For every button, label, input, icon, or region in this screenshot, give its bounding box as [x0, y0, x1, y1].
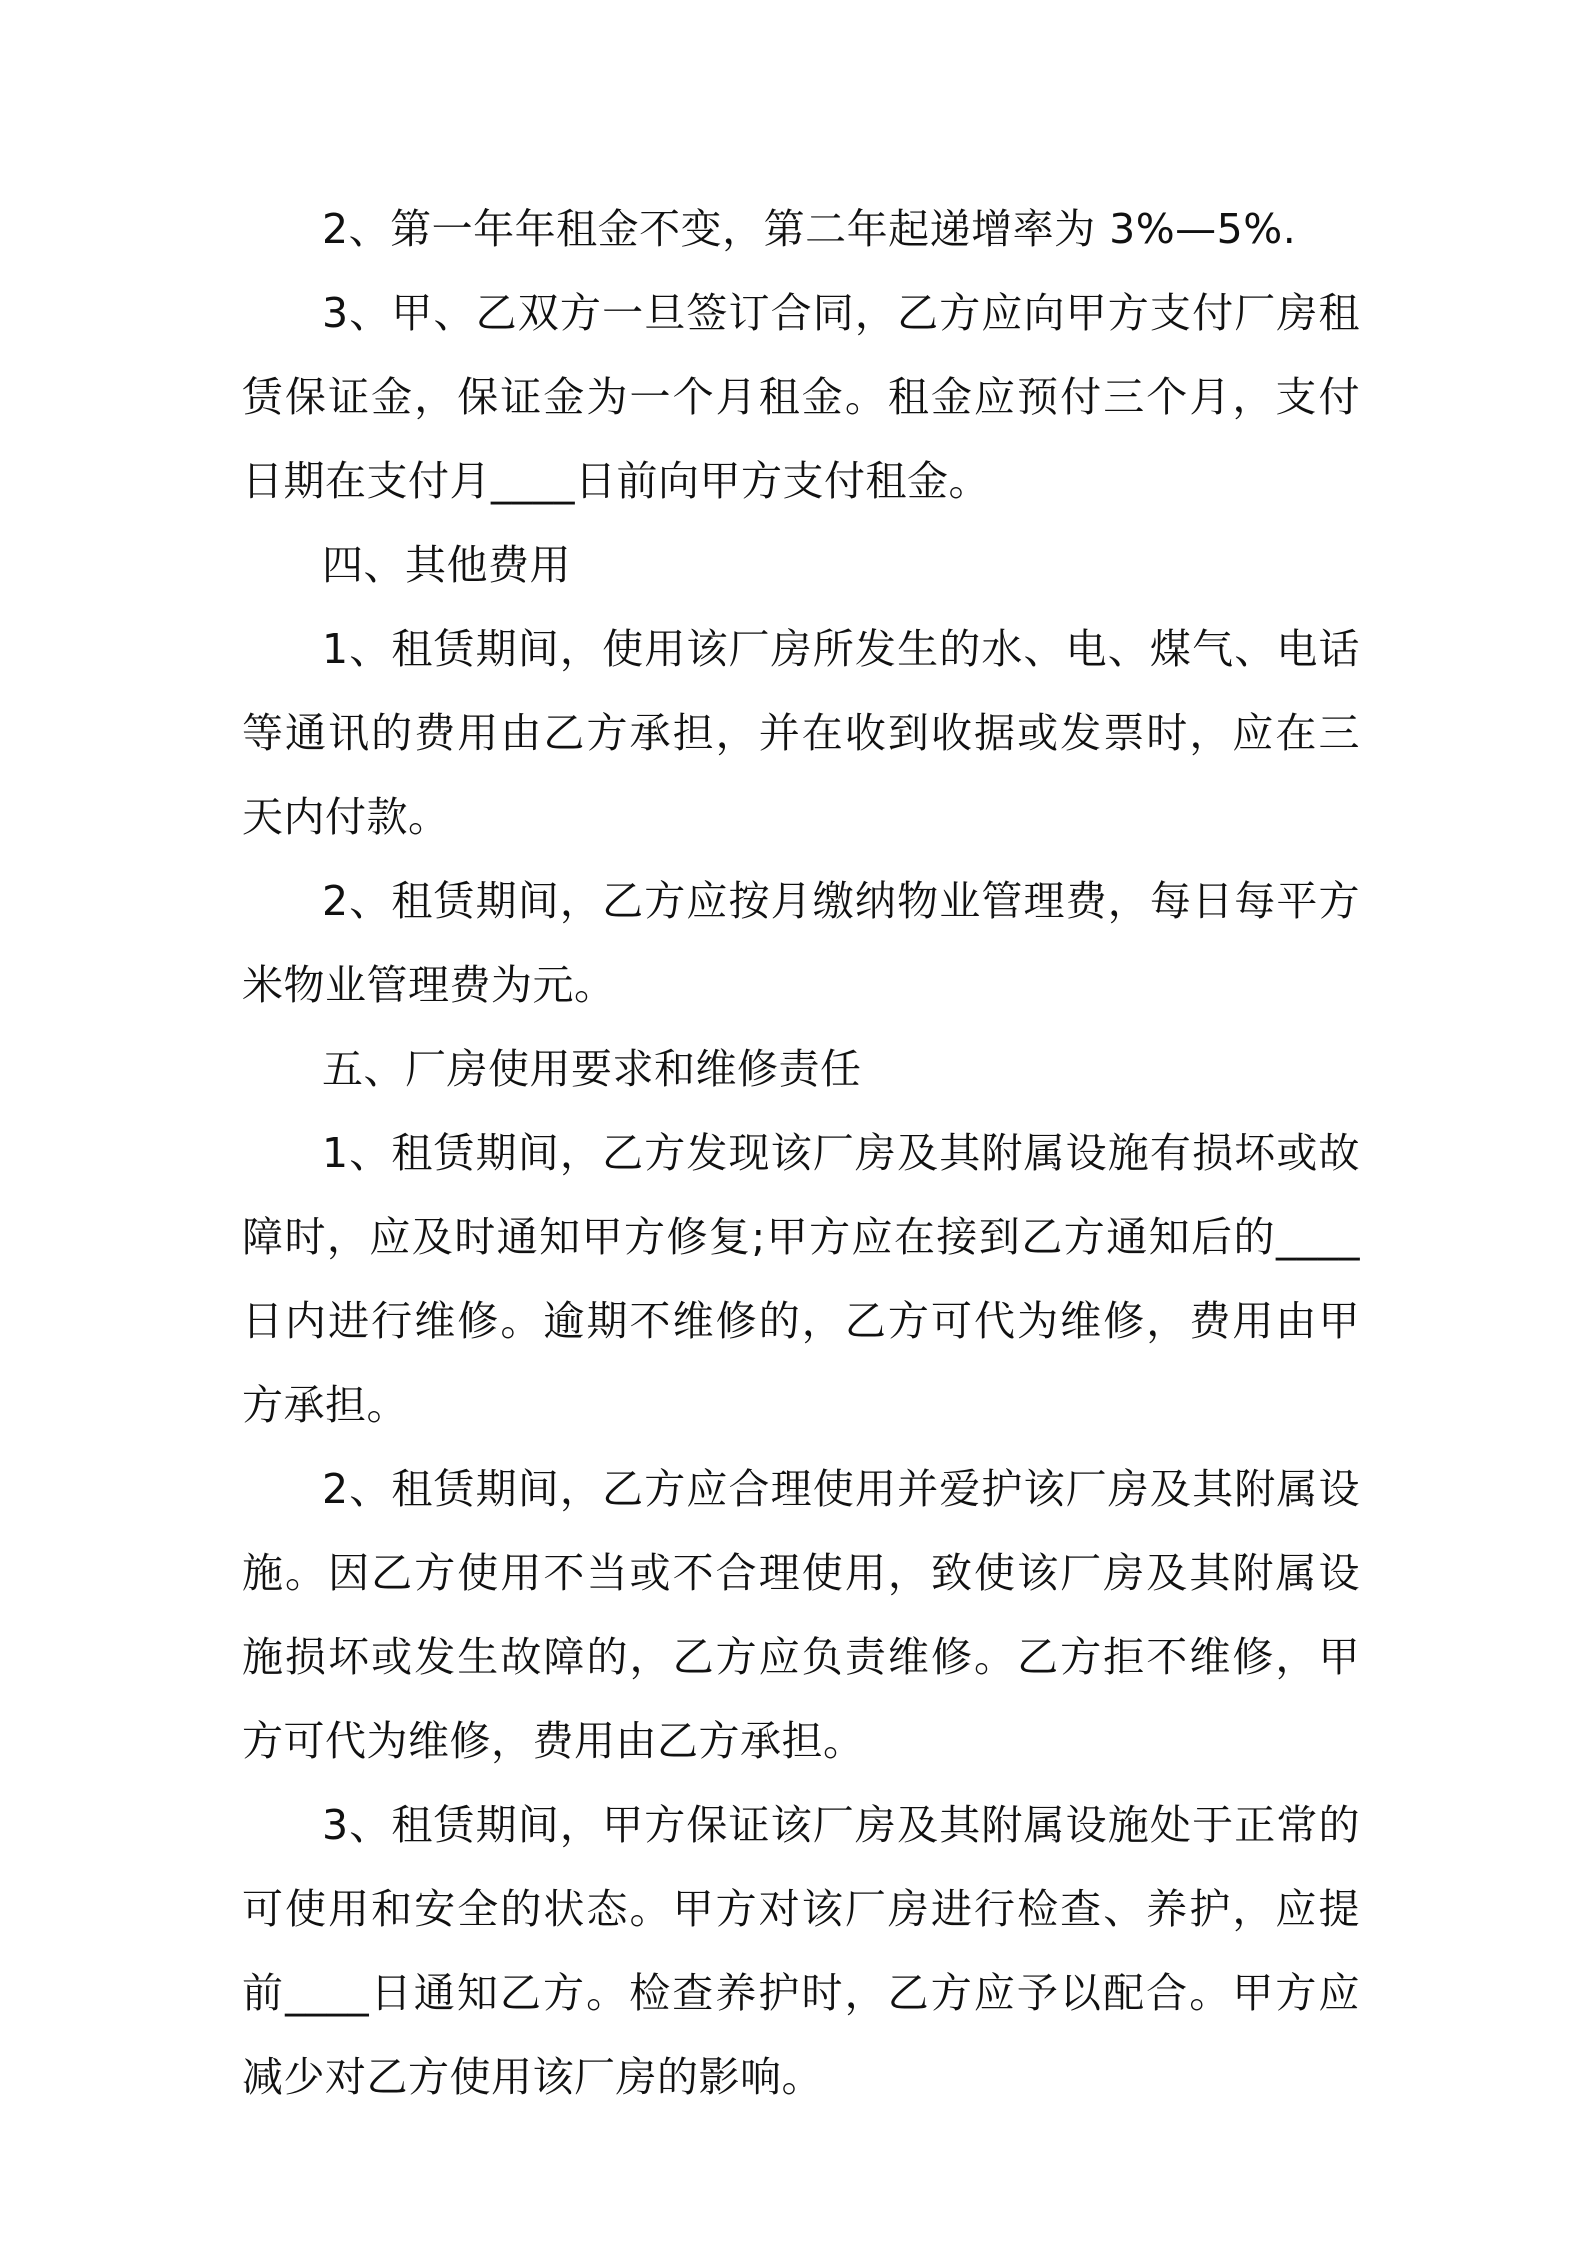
paragraph-proper-use: 2、租赁期间，乙方应合理使用并爱护该厂房及其附属设施。因乙方使用不当或不合理使用，致使该厂房及其附属设施损坏或发生故障的，乙方应负责维修。乙方拒不维修，甲方可代为维修，费用由乙方承担。	[242, 1465, 1360, 1765]
paragraph-rent-increase: 2、第一年年租金不变，第二年起递增率为 3%—5%.	[322, 205, 1297, 253]
paragraph-utilities: 1、租赁期间，使用该厂房所发生的水、电、煤气、电话等通讯的费用由乙方承担，并在收到收据或发票时，应在三天内付款。	[242, 625, 1360, 841]
paragraph-property-fee: 2、租赁期间，乙方应按月缴纳物业管理费，每日每平方米物业管理费为元。	[242, 877, 1360, 1009]
paragraph-deposit: 3、甲、乙双方一旦签订合同，乙方应向甲方支付厂房租赁保证金，保证金为一个月租金。租金应预付三个月，支付日期在支付月____日前向甲方支付租金。	[242, 289, 1360, 505]
paragraph-inspection: 3、租赁期间，甲方保证该厂房及其附属设施处于正常的可使用和安全的状态。甲方对该厂房进行检查、养护，应提前____日通知乙方。检查养护时，乙方应予以配合。甲方应减少对乙方使用该厂房的影响。	[242, 1801, 1360, 2101]
section-heading-maintenance: 五、厂房使用要求和维修责任	[322, 1045, 862, 1093]
section-heading-other-fees: 四、其他费用	[322, 541, 571, 589]
document-body	[242, 187, 1360, 2119]
paragraph-repair-notice: 1、租赁期间，乙方发现该厂房及其附属设施有损坏或故障时，应及时通知甲方修复;甲方应在接到乙方通知后的____日内进行维修。逾期不维修的，乙方可代为维修，费用由甲方承担。	[242, 1129, 1360, 1429]
